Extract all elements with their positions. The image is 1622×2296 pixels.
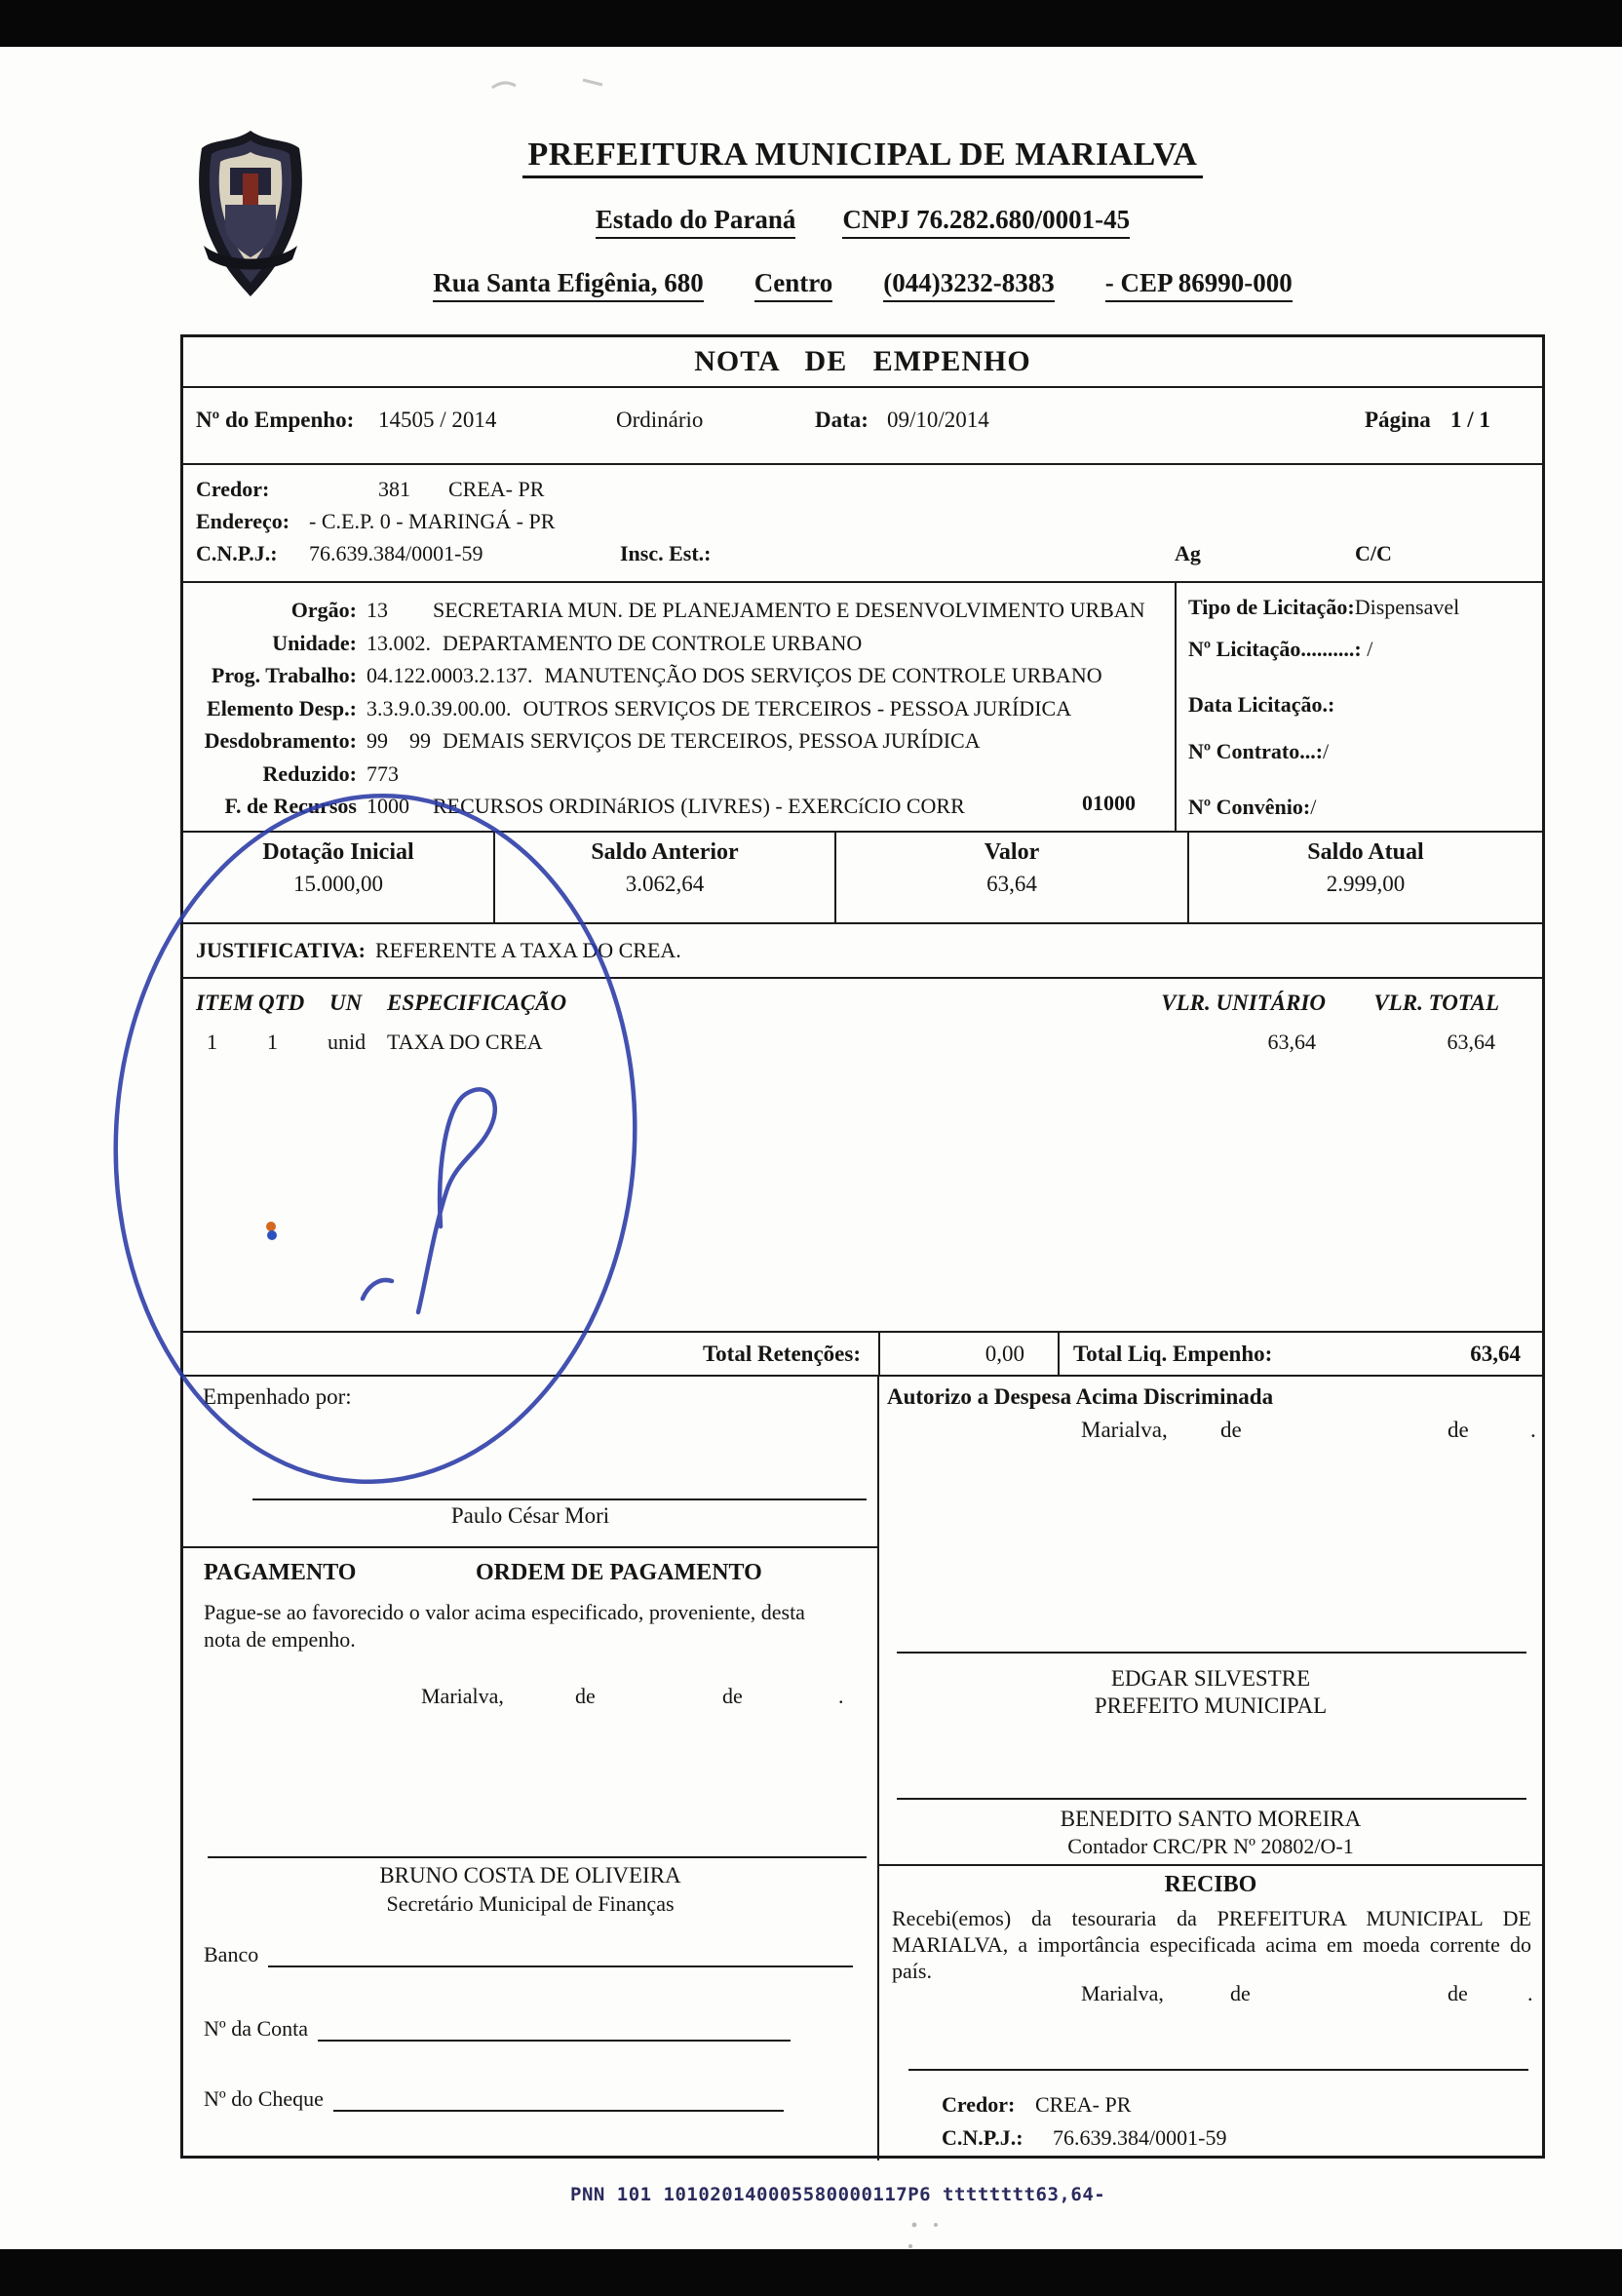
recibo-title: RECIBO xyxy=(1164,1872,1257,1897)
autorizo-box xyxy=(879,1377,1542,1866)
org-state: Estado do Paraná xyxy=(596,205,796,239)
scan-edge-bottom xyxy=(0,2249,1622,2296)
endereco-label: Endereço: xyxy=(196,509,290,533)
saldo-atual-header: Saldo Atual xyxy=(1307,839,1424,865)
reduzido-label: Reduzido: xyxy=(262,760,357,786)
banco-field xyxy=(204,1942,853,1967)
total-liq-label: Total Liq. Empenho: xyxy=(1073,1342,1273,1366)
saldo-atual-value: 2.999,00 xyxy=(1326,872,1406,896)
credor-name: CREA- PR xyxy=(448,477,545,501)
contador-role: Contador CRC/PR Nº 20802/O-1 xyxy=(1067,1834,1354,1858)
elemento-desp-label: Elemento Desp.: xyxy=(207,695,357,720)
dotacao-inicial-cell xyxy=(183,833,495,922)
conta-blank xyxy=(318,2018,791,2042)
classification-section xyxy=(183,583,1542,833)
dot-matrix-footer-code: PNN 101 101020140005580000117P6 tttttttt63,64- xyxy=(570,2184,1106,2205)
credor-section xyxy=(183,465,1542,583)
desdobramento-desc: DEMAIS SERVIÇOS DE TERCEIROS, PESSOA JURÍDICA xyxy=(443,728,981,753)
empenho-number-label: Nº do Empenho: xyxy=(196,408,355,432)
contador-name: BENEDITO SANTO MOREIRA xyxy=(1060,1807,1362,1831)
endereco-value: - C.E.P. 0 - MARINGÁ - PR xyxy=(309,509,556,533)
org-address: Rua Santa Efigênia, 680 xyxy=(433,268,704,302)
municipal-crest-logo xyxy=(186,127,315,300)
prog-trabalho-code: 04.122.0003.2.137. xyxy=(367,663,533,687)
org-district: Centro xyxy=(754,268,833,302)
cnpj-label: C.N.P.J.: xyxy=(196,541,278,565)
dotacao-inicial-header: Dotação Inicial xyxy=(262,839,414,865)
right-column xyxy=(877,1377,1542,2160)
classification-row xyxy=(183,659,1175,692)
empenho-date: 09/10/2014 xyxy=(887,408,989,432)
num-licitacao: Nº Licitação..........: / xyxy=(1188,637,1373,661)
empenhado-por-label: Empenhado por: xyxy=(203,1384,352,1409)
num-contrato: Nº Contrato...:/ xyxy=(1188,739,1330,763)
banco-blank xyxy=(268,1944,853,1967)
justificativa-text: REFERENTE A TAXA DO CREA. xyxy=(375,938,681,962)
unidade-label: Unidade: xyxy=(272,630,357,655)
item-number: 1 xyxy=(207,1030,217,1054)
org-name: PREFEITURA MUNICIPAL DE MARIALVA xyxy=(522,136,1204,178)
fonte-recursos-extra: 01000 xyxy=(1082,791,1136,815)
totals-row xyxy=(183,1333,1542,1377)
classification-row xyxy=(183,594,1175,627)
recibo-box xyxy=(879,1866,1542,2160)
document-header xyxy=(180,115,1545,302)
prog-trabalho-label: Prog. Trabalho: xyxy=(211,663,357,687)
cheque-blank xyxy=(333,2088,784,2112)
total-retencoes-value: 0,00 xyxy=(880,1333,1060,1375)
recibo-cnpj-label: C.N.P.J.: xyxy=(942,2125,1023,2150)
elemento-desp-desc: OUTROS SERVIÇOS DE TERCEIROS - PESSOA JURÍDICA xyxy=(522,695,1072,720)
cnpj-value: 76.639.384/0001-59 xyxy=(309,541,483,565)
saldo-anterior-value: 3.062,64 xyxy=(625,872,705,896)
classification-row xyxy=(183,790,1175,823)
org-phone: (044)3232-8383 xyxy=(883,268,1054,302)
reduzido-desc xyxy=(433,758,1175,791)
ag-label: Ag xyxy=(1175,541,1201,565)
recibo-credor-value: CREA- PR xyxy=(1035,2092,1132,2117)
saldo-atual-cell xyxy=(1189,833,1542,922)
cheque-field xyxy=(204,2086,784,2112)
classification-left xyxy=(183,583,1175,831)
fonte-recursos-desc: RECURSOS ORDINáRIOS (LIVRES) - EXERCíCIO CORR xyxy=(433,794,965,818)
secretario-name: BRUNO COSTA DE OLIVEIRA xyxy=(379,1863,681,1887)
col-vlr-unitario-header: VLR. UNITÁRIO xyxy=(1161,991,1326,1015)
pagamento-de2: de xyxy=(722,1684,743,1708)
dotacao-table xyxy=(183,833,1542,924)
secretario-role: Secretário Municipal de Finanças xyxy=(386,1891,675,1916)
insc-est-label: Insc. Est.: xyxy=(620,541,712,565)
scan-smudge-marks xyxy=(492,80,602,88)
cheque-label: Nº do Cheque xyxy=(204,2086,324,2111)
doc-title-bar xyxy=(183,337,1542,388)
empenho-date-label: Data: xyxy=(815,408,869,432)
fonte-recursos-code: 1000 xyxy=(367,794,409,818)
empenho-info-row xyxy=(183,388,1542,465)
empenhado-box xyxy=(183,1377,877,1548)
desdobramento-label: Desdobramento: xyxy=(204,728,357,753)
classification-row xyxy=(183,724,1175,758)
saldo-anterior-cell xyxy=(495,833,836,922)
item-vlr-unitario: 63,64 xyxy=(1267,1030,1316,1054)
unidade-desc: DEPARTAMENTO DE CONTROLE URBANO xyxy=(443,630,863,655)
pagamento-city: Marialva, xyxy=(421,1684,504,1708)
org-address-row xyxy=(180,268,1545,302)
page-indicator-label: Página xyxy=(1365,408,1431,432)
org-cep: - CEP 86990-000 xyxy=(1105,268,1293,302)
total-liq-value: 63,64 xyxy=(1470,1342,1521,1366)
orgao-label: Orgão: xyxy=(290,598,357,622)
form-frame xyxy=(180,334,1545,2159)
pagamento-text: Pague-se ao favorecido o valor acima especificado, proveniente, desta nota de empenho. xyxy=(204,1600,805,1652)
elemento-desp-code: 3.3.9.0.39.00.00. xyxy=(367,695,512,720)
item-unit: unid xyxy=(328,1030,367,1054)
autorizo-title: Autorizo a Despesa Acima Discriminada xyxy=(887,1384,1274,1409)
classification-row xyxy=(183,758,1175,791)
signature-line xyxy=(208,1856,867,1858)
signature-line xyxy=(897,1798,1526,1800)
dotacao-inicial-value: 15.000,00 xyxy=(293,872,383,896)
prog-trabalho-desc: MANUTENÇÃO DOS SERVIÇOS DE CONTROLE URBANO xyxy=(544,663,1102,687)
desdobramento-code: 99 99 xyxy=(367,728,431,753)
signature-line xyxy=(908,2069,1528,2071)
orgao-desc: SECRETARIA MUN. DE PLANEJAMENTO E DESENVOLVIMENTO URBAN xyxy=(433,598,1145,622)
col-espec-header: ESPECIFICAÇÃO xyxy=(387,991,567,1015)
pagamento-de1: de xyxy=(575,1684,596,1708)
col-vlr-total-header: VLR. TOTAL xyxy=(1373,991,1499,1015)
org-cnpj: CNPJ 76.282.680/0001-45 xyxy=(842,205,1130,239)
page-indicator: 1 / 1 xyxy=(1450,408,1490,432)
itens-table xyxy=(183,979,1542,1333)
data-licitacao: Data Licitação.: xyxy=(1188,692,1335,717)
signature-line xyxy=(897,1652,1526,1654)
recibo-dot: . xyxy=(1527,1981,1533,2005)
recibo-text: Recebi(emos) da tesouraria da PREFEITURA MUNICIPAL DE MARIALVA, a importância especificada acima em moeda corrente do país. xyxy=(892,1906,1531,1984)
cc-label: C/C xyxy=(1355,541,1392,565)
prefeito-name: EDGAR SILVESTRE xyxy=(1110,1666,1311,1691)
recibo-de2: de xyxy=(1448,1981,1468,2005)
banco-label: Banco xyxy=(204,1942,259,1966)
recibo-city: Marialva, xyxy=(1081,1981,1164,2005)
valor-cell xyxy=(836,833,1189,922)
autorizo-city: Marialva, xyxy=(1081,1418,1168,1442)
empenhado-signer-name: Paulo César Mori xyxy=(450,1503,610,1528)
empenho-type: Ordinário xyxy=(616,408,704,432)
col-item-header: ITEM xyxy=(196,991,253,1015)
valor-value: 63,64 xyxy=(986,872,1037,896)
autorizo-de1: de xyxy=(1220,1418,1242,1442)
justificativa-section xyxy=(183,924,1542,979)
col-qtd-header: QTD xyxy=(258,991,305,1015)
classification-row xyxy=(183,627,1175,660)
signature-line xyxy=(252,1498,867,1500)
credor-code: 381 xyxy=(378,477,410,501)
pagamento-title: PAGAMENTO xyxy=(204,1560,357,1585)
fonte-recursos-label: F. de Recursos xyxy=(224,794,357,818)
autorizo-dot: . xyxy=(1530,1418,1536,1442)
licitacao-column xyxy=(1175,583,1542,831)
total-liq-cell xyxy=(1060,1333,1542,1375)
scan-edge-top xyxy=(0,0,1622,47)
signatures-section xyxy=(183,1377,1542,2160)
prefeito-role: PREFEITO MUNICIPAL xyxy=(1094,1693,1328,1718)
tipo-licitacao: Tipo de Licitação:Dispensavel xyxy=(1188,595,1460,619)
crest-icon xyxy=(186,127,315,300)
scan-speckles xyxy=(908,2223,938,2249)
left-column xyxy=(183,1377,877,2160)
pagamento-box xyxy=(183,1548,877,2160)
org-subheader-row xyxy=(180,205,1545,239)
unidade-code: 13.002. xyxy=(367,630,431,655)
item-vlr-total: 63,64 xyxy=(1447,1030,1495,1054)
saldo-anterior-header: Saldo Anterior xyxy=(591,839,739,865)
recibo-credor-label: Credor: xyxy=(942,2092,1016,2117)
recibo-de1: de xyxy=(1230,1981,1251,2005)
num-convenio: Nº Convênio:/ xyxy=(1188,795,1317,819)
col-un-header: UN xyxy=(329,991,363,1015)
item-qty: 1 xyxy=(267,1030,278,1054)
item-espec: TAXA DO CREA xyxy=(387,1030,543,1054)
autorizo-de2: de xyxy=(1448,1418,1469,1442)
total-retencoes-label: Total Retenções: xyxy=(183,1333,880,1375)
recibo-cnpj-value: 76.639.384/0001-59 xyxy=(1053,2125,1227,2150)
credor-label: Credor: xyxy=(196,477,270,501)
ordem-pagamento-title: ORDEM DE PAGAMENTO xyxy=(476,1560,762,1585)
reduzido-code: 773 xyxy=(367,760,399,786)
classification-row xyxy=(183,692,1175,725)
justificativa-label: JUSTIFICATIVA: xyxy=(196,938,367,962)
pagamento-dot: . xyxy=(838,1684,844,1708)
empenho-number: 14505 / 2014 xyxy=(378,408,497,432)
valor-header: Valor xyxy=(984,839,1040,865)
doc-title: NOTA DE EMPENHO xyxy=(694,345,1031,377)
orgao-code: 13 xyxy=(367,598,388,622)
conta-label: Nº da Conta xyxy=(204,2016,309,2041)
conta-field xyxy=(204,2016,791,2042)
